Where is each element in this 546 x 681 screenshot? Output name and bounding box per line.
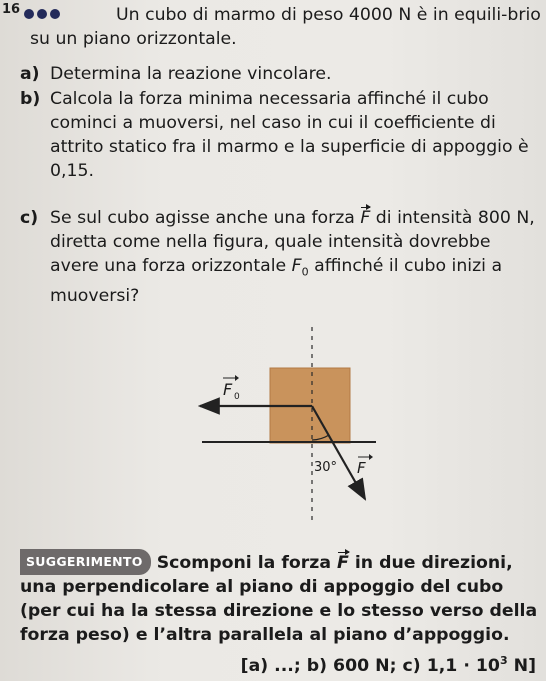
answer-text: [a) ...; b) 600 N; c) 1,1 · 10 [240,655,500,676]
f-vector-tip [369,454,373,460]
vector-symbol: F [360,208,371,228]
force-diagram [190,325,390,530]
exercise-intro: Un cubo di marmo di peso 4000 N è in equili-brio su un piano orizzontale. [30,5,541,49]
force-symbol: F [291,256,302,276]
hint-text-part: in due direzioni, una perpendicolare al piano di appoggio del cubo (per cui ha la stessa direzione e lo stesso verso della forza peso) e l’altra parallela al piano d’appoggio. [20,553,538,645]
item-label: a) [20,64,40,84]
answer-unit: N] [507,655,536,676]
f0-vector-tip [235,375,239,381]
item-label: c) [20,208,39,228]
item-text-part: di intensità 800 N, diretta come nella figura, quale intensità dovrebbe avere una forza orizzontale [50,208,535,276]
f0-subscript: 0 [234,392,240,402]
vector-symbol: F [337,553,349,573]
force-subscript: 0 [301,265,309,279]
item-label: b) [20,89,41,109]
diagram-svg [190,325,390,530]
item-text-part: Se sul cubo agisse anche una forza [50,208,361,228]
item-text [50,206,542,308]
hint-badge: SUGGERIMENTO [20,549,151,575]
f0-label: F [223,380,233,399]
angle-label: 30° [314,460,338,475]
item-text: Calcola la forza minima necessaria affinché il cubo cominci a muoversi, nel caso in cui il coefficiente di attrito statico fra il marmo e la superficie di appoggio è 0,15. [50,89,529,181]
hint-text-part: Scomponi la forza [156,553,337,573]
item-text: Determina la reazione vincolare. [50,64,332,84]
answers [241,649,536,678]
answer-exponent: 3 [499,654,508,667]
hint-box [20,549,542,647]
item-text-part: affinché il cubo inizi a muoversi? [50,256,503,307]
f-label: F [357,459,366,477]
exercise-number: 16 [2,2,21,17]
